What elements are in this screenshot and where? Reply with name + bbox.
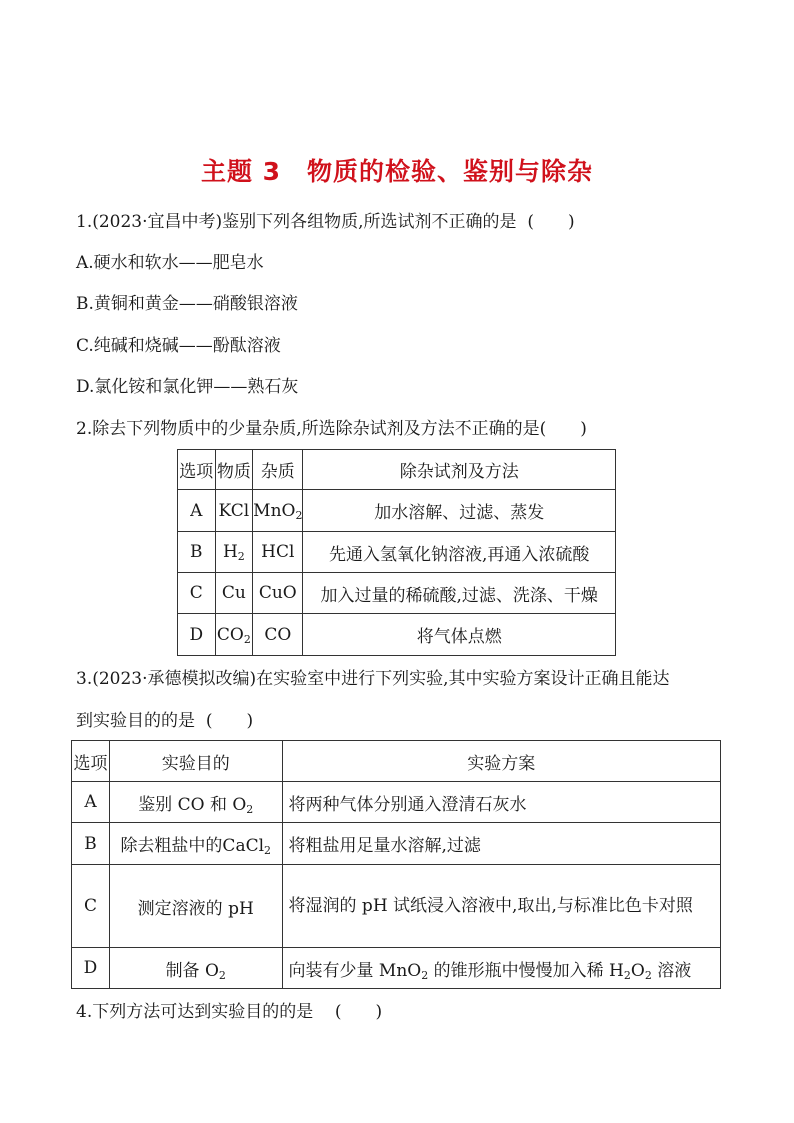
q3-answer-paren: ( )	[205, 711, 254, 731]
q1-option-a: A.硬水和软水——肥皂水	[76, 253, 264, 273]
q2-method-cell: 加入过量的稀硫酸,过滤、洗涤、干燥	[303, 573, 616, 614]
q2-stem	[76, 418, 587, 440]
table-row	[178, 532, 616, 573]
q4-stem-text: 4.下列方法可达到实验目的的是	[76, 1002, 314, 1022]
q2-header-option: 选项	[178, 450, 216, 490]
table-row	[72, 948, 721, 989]
formula-subscript: 2	[264, 844, 272, 857]
plan-text: 的锥形瓶中慢慢加入稀 H	[428, 960, 624, 981]
q2-answer-paren: ( )	[539, 419, 587, 439]
q3-purpose-cell	[109, 782, 282, 823]
q3-header-purpose: 实验目的	[109, 741, 282, 782]
plan-text: 向装有少量 MnO	[288, 960, 422, 981]
formula-subscript: 2	[644, 968, 652, 982]
q2-substance-cell	[215, 614, 253, 656]
plan-text: O	[630, 960, 645, 981]
q1-stem	[76, 211, 575, 233]
q3-option-cell: D	[72, 948, 110, 989]
formula-subscript: 2	[246, 802, 254, 816]
formula-subscript: 2	[237, 550, 245, 563]
formula-text: MnO	[253, 500, 296, 521]
q2-stem-text: 2.除去下列物质中的少量杂质,所选除杂试剂及方法不正确的是	[76, 419, 540, 439]
purpose-text: 制备 O	[165, 960, 219, 981]
q3-option-cell: B	[72, 823, 110, 865]
q3-purpose-cell	[109, 948, 282, 989]
formula-subscript: 2	[295, 508, 303, 522]
q2-impurity-cell: CO	[253, 614, 303, 656]
q2-substance-cell: Cu	[215, 573, 253, 614]
q3-purpose-cell	[109, 823, 282, 865]
table-row	[178, 573, 616, 614]
q2-option-cell: B	[178, 532, 216, 573]
table-row	[72, 823, 721, 865]
q1-answer-paren: ( )	[527, 212, 575, 232]
q3-header-option: 选项	[72, 741, 110, 782]
q2-method-cell: 加水溶解、过滤、蒸发	[303, 490, 616, 532]
q3-option-cell: A	[72, 782, 110, 823]
q3-header-plan: 实验方案	[282, 741, 720, 782]
table-row	[178, 614, 616, 656]
q2-header-impurity: 杂质	[253, 450, 303, 490]
plan-text: 溶液	[651, 960, 692, 981]
q2-header-row	[178, 450, 616, 490]
q3-stem-text: 到实验目的的是	[76, 711, 195, 731]
q2-method-cell: 先通入氢氧化钠溶液,再通入浓硫酸	[303, 532, 616, 573]
formula-subscript: 2	[218, 968, 226, 982]
q2-impurity-cell	[253, 490, 303, 532]
q1-option-b: B.黄铜和黄金——硝酸银溶液	[76, 294, 298, 314]
table-row	[72, 865, 721, 948]
q2-impurity-cell: CuO	[253, 573, 303, 614]
q3-plan-cell: 将湿润的 pH 试纸浸入溶液中,取出,与标准比色卡对照	[282, 865, 720, 948]
q1-stem-text: 1.(2023·宜昌中考)鉴别下列各组物质,所选试剂不正确的是	[76, 212, 517, 232]
purpose-text: 除去粗盐中的CaCl	[120, 836, 265, 856]
q1-option-c: C.纯碱和烧碱——酚酞溶液	[76, 336, 281, 356]
q2-impurity-cell: HCl	[253, 532, 303, 573]
q2-method-cell: 将气体点燃	[303, 614, 616, 656]
q1-option-d: D.氯化铵和氯化钾——熟石灰	[76, 377, 299, 397]
formula-subscript: 2	[243, 632, 251, 646]
q3-option-cell: C	[72, 865, 110, 948]
page-title: 主题 3 物质的检验、鉴别与除杂	[200, 157, 594, 186]
q2-header-method: 除杂试剂及方法	[303, 450, 616, 490]
q2-table	[177, 449, 616, 656]
q2-substance-cell: KCl	[215, 490, 253, 532]
q2-option-cell: A	[178, 490, 216, 532]
q3-table	[71, 740, 721, 989]
q3-stem-line1: 3.(2023·承德模拟改编)在实验室中进行下列实验,其中实验方案设计正确且能达	[76, 669, 670, 689]
q3-plan-cell	[282, 948, 720, 989]
formula-text: CO	[216, 624, 244, 645]
q2-option-cell: C	[178, 573, 216, 614]
q3-plan-cell: 将两种气体分别通入澄清石灰水	[282, 782, 720, 823]
table-row	[178, 490, 616, 532]
q2-option-cell: D	[178, 614, 216, 656]
formula-subscript: 2	[421, 968, 429, 982]
q4-stem	[76, 1001, 382, 1023]
q4-answer-paren: ( )	[334, 1002, 383, 1022]
table-row	[72, 782, 721, 823]
q2-header-substance: 物质	[215, 450, 253, 490]
purpose-text: 鉴别 CO 和 O	[138, 794, 247, 815]
q3-header-row	[72, 741, 721, 782]
formula-text: H	[222, 542, 238, 562]
q2-substance-cell	[215, 532, 253, 573]
q3-purpose-cell: 测定溶液的 pH	[109, 865, 282, 948]
q3-stem-line2	[76, 710, 253, 732]
q3-plan-cell: 将粗盐用足量水溶解,过滤	[282, 823, 720, 865]
formula-subscript: 2	[623, 968, 631, 982]
